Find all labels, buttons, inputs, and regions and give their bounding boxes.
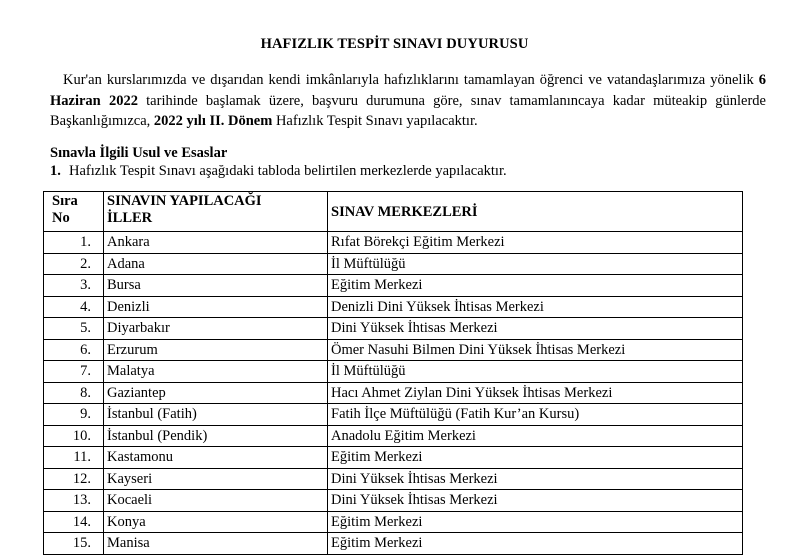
- row-exam-center: Dini Yüksek İhtisas Merkezi: [328, 468, 743, 490]
- table-row: [44, 490, 743, 512]
- row-sequence-no: 5.: [44, 318, 104, 340]
- table-row: [44, 296, 743, 318]
- row-exam-center: Fatih İlçe Müftülüğü (Fatih Kur’an Kursu): [328, 404, 743, 426]
- row-province: Adana: [104, 253, 328, 275]
- intro-period: 2022 yılı II. Dönem: [153, 113, 273, 129]
- table-row: [44, 425, 743, 447]
- row-province: Malatya: [104, 361, 328, 383]
- row-province: Gaziantep: [104, 382, 328, 404]
- header-province-line2: İLLER: [107, 210, 153, 226]
- row-exam-center: Anadolu Eğitim Merkezi: [328, 425, 743, 447]
- header-province: [104, 192, 328, 232]
- document-title: HAFIZLIK TESPİT SINAVI DUYURUSU: [260, 36, 529, 52]
- header-sequence-no: [44, 192, 104, 232]
- row-exam-center: Denizli Dini Yüksek İhtisas Merkezi: [328, 296, 743, 318]
- row-exam-center: Ömer Nasuhi Bilmen Dini Yüksek İhtisas Merkezi: [328, 339, 743, 361]
- row-province: Konya: [104, 511, 328, 533]
- row-province: Erzurum: [104, 339, 328, 361]
- row-exam-center: Dini Yüksek İhtisas Merkezi: [328, 318, 743, 340]
- row-exam-center: Eğitim Merkezi: [328, 511, 743, 533]
- row-sequence-no: 4.: [44, 296, 104, 318]
- header-sequence-no-line1: Sıra: [52, 193, 78, 209]
- header-province-line1: SINAVIN YAPILACAĞI: [107, 193, 262, 209]
- row-exam-center: Eğitim Merkezi: [328, 447, 743, 469]
- row-province: Denizli: [104, 296, 328, 318]
- row-province: Kocaeli: [104, 490, 328, 512]
- table-row: [44, 275, 743, 297]
- header-exam-center: SINAV MERKEZLERİ: [328, 192, 743, 232]
- row-sequence-no: 3.: [44, 275, 104, 297]
- list-item-1: [50, 163, 507, 180]
- table-header-row: [44, 192, 743, 232]
- row-exam-center: Eğitim Merkezi: [328, 275, 743, 297]
- table-row: [44, 382, 743, 404]
- row-sequence-no: 13.: [44, 490, 104, 512]
- header-sequence-no-line2: No: [52, 210, 70, 226]
- row-exam-center: Hacı Ahmet Ziylan Dini Yüksek İhtisas Merkezi: [328, 382, 743, 404]
- table-row: [44, 404, 743, 426]
- row-exam-center: İl Müftülüğü: [328, 361, 743, 383]
- intro-text-part2: tarihinde başlamak üzere, başvuru durumuna göre, sınav tamamlanıncaya kadar müteakip günlerde Başkanlığımızca,: [50, 92, 766, 129]
- table-row: [44, 361, 743, 383]
- row-province: İstanbul (Pendik): [104, 425, 328, 447]
- row-sequence-no: 9.: [44, 404, 104, 426]
- table-row: [44, 533, 743, 555]
- row-sequence-no: 1.: [44, 232, 104, 254]
- row-province: Kastamonu: [104, 447, 328, 469]
- row-sequence-no: 8.: [44, 382, 104, 404]
- table-row: [44, 468, 743, 490]
- list-item-number: 1.: [50, 163, 61, 179]
- table-body: [44, 232, 743, 555]
- row-sequence-no: 12.: [44, 468, 104, 490]
- intro-text-part3: Hafızlık Tespit Sınavı yapılacaktır.: [272, 113, 478, 129]
- section-heading: Sınavla İlgili Usul ve Esaslar: [50, 145, 228, 161]
- list-item-text: Hafızlık Tespit Sınavı aşağıdaki tabloda belirtilen merkezlerde yapılacaktır.: [69, 163, 507, 179]
- table-row: [44, 318, 743, 340]
- row-sequence-no: 2.: [44, 253, 104, 275]
- intro-text-part1: Kur'an kurslarımızda ve dışarıdan kendi imkânlarıyla hafızlıklarını tamamlayan öğrenci ve vatandaşlarımıza yönelik: [63, 72, 759, 88]
- row-province: Ankara: [104, 232, 328, 254]
- table-row: [44, 511, 743, 533]
- row-province: Manisa: [104, 533, 328, 555]
- row-sequence-no: 11.: [44, 447, 104, 469]
- row-exam-center: İl Müftülüğü: [328, 253, 743, 275]
- row-sequence-no: 7.: [44, 361, 104, 383]
- row-province: İstanbul (Fatih): [104, 404, 328, 426]
- table-row: [44, 232, 743, 254]
- row-sequence-no: 14.: [44, 511, 104, 533]
- row-sequence-no: 6.: [44, 339, 104, 361]
- row-sequence-no: 15.: [44, 533, 104, 555]
- row-province: Kayseri: [104, 468, 328, 490]
- table-row: [44, 447, 743, 469]
- row-province: Bursa: [104, 275, 328, 297]
- intro-date: 6 Haziran 2022: [50, 72, 766, 109]
- exam-centers-table: [43, 191, 743, 555]
- row-exam-center: Dini Yüksek İhtisas Merkezi: [328, 490, 743, 512]
- table-row: [44, 339, 743, 361]
- row-province: Diyarbakır: [104, 318, 328, 340]
- row-exam-center: Eğitim Merkezi: [328, 533, 743, 555]
- row-sequence-no: 10.: [44, 425, 104, 447]
- row-exam-center: Rıfat Börekçi Eğitim Merkezi: [328, 232, 743, 254]
- table-row: [44, 253, 743, 275]
- intro-paragraph: [50, 70, 766, 132]
